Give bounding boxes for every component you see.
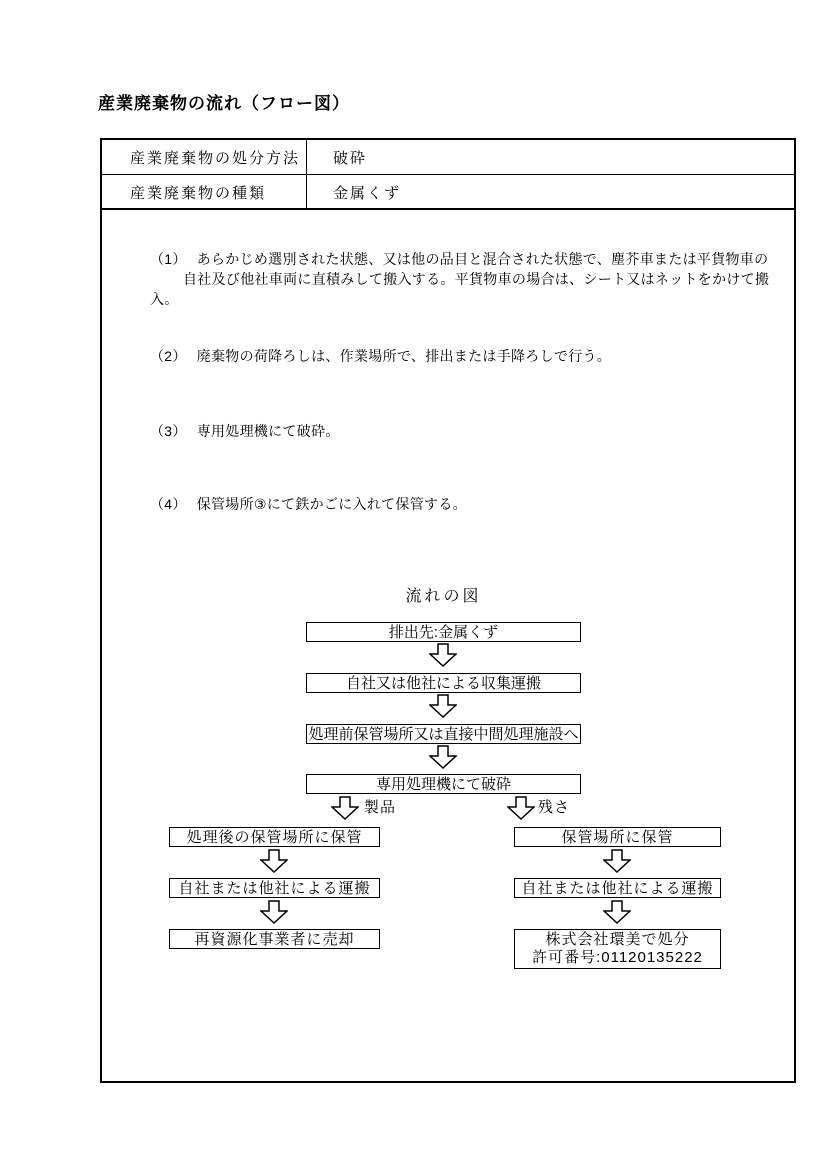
- flow-box-source: 排出先:金属くず: [306, 622, 581, 642]
- branch-label-residue: 残さ: [538, 799, 571, 816]
- item-number: （3）: [150, 423, 187, 439]
- table-row-waste-type: [102, 174, 794, 209]
- procedure-item-1-line-2: 自社及び他社車両に直積みして搬入する。平貨物車の場合は、シート又はネットをかけて搬: [183, 271, 770, 287]
- document-title: 産業廃棄物の流れ（フロー図）: [98, 94, 350, 113]
- down-arrow-icon: [603, 849, 631, 873]
- flow-box-crushing: 専用処理機にて破砕: [306, 774, 581, 794]
- procedure-item-3: [150, 421, 340, 441]
- flow-title: 流れの図: [405, 588, 482, 605]
- procedure-item-1-line-3: 入。: [150, 291, 179, 307]
- item-text: 専用処理機にて破砕。: [196, 423, 340, 439]
- procedure-item-4: [150, 494, 467, 514]
- down-arrow-icon: [331, 796, 359, 820]
- table-row-disposal-method: [102, 140, 794, 174]
- item-number: （4）: [150, 496, 187, 512]
- down-arrow-icon: [260, 849, 288, 873]
- down-arrow-icon: [603, 900, 631, 924]
- flow-box-right-transport: 自社または他社による運搬: [514, 878, 721, 898]
- procedure-item-1: [150, 249, 769, 309]
- disposal-method-value: 破砕: [333, 149, 368, 167]
- flow-box-left-transport: 自社または他社による運搬: [169, 878, 380, 898]
- flow-box-pre-treatment-storage: 処理前保管場所又は直接中間処理施設へ: [306, 724, 581, 744]
- item-text: 廃棄物の荷降ろしは、作業場所で、排出または手降ろしで行う。: [196, 348, 612, 364]
- down-arrow-icon: [507, 796, 535, 820]
- final-disposal-company: 株式会社環美で処分: [545, 931, 690, 948]
- waste-type-value: 金属くず: [333, 184, 402, 202]
- flow-box-post-treatment-storage: 処理後の保管場所に保管: [169, 827, 380, 847]
- item-number: （2）: [150, 348, 187, 364]
- down-arrow-icon: [429, 643, 457, 667]
- procedure-item-1-line-1: [150, 249, 769, 269]
- disposal-method-label: 産業廃棄物の処分方法: [102, 140, 307, 174]
- down-arrow-icon: [260, 900, 288, 924]
- item-number: （1）: [150, 251, 187, 267]
- flow-box-final-disposal: [514, 929, 721, 969]
- item-text: 保管場所③にて鉄かごに入れて保管する。: [196, 496, 467, 512]
- procedure-item-2: [150, 346, 611, 366]
- final-disposal-permit-number: 許可番号:01120135222: [532, 949, 703, 966]
- waste-info-table: [100, 138, 796, 209]
- waste-type-label: 産業廃棄物の種類: [102, 175, 307, 209]
- flow-box-residue-storage: 保管場所に保管: [514, 827, 721, 847]
- flow-box-collection-transport: 自社又は他社による収集運搬: [306, 673, 581, 693]
- content-box: [100, 208, 796, 1083]
- down-arrow-icon: [429, 694, 457, 718]
- down-arrow-icon: [429, 745, 457, 769]
- item-text: あらかじめ選別された状態、又は他の品目と混合された状態で、塵芥車または平貨物車の: [196, 251, 769, 267]
- branch-label-product: 製品: [364, 799, 397, 816]
- flow-box-sale-to-recycler: 再資源化事業者に売却: [169, 929, 380, 949]
